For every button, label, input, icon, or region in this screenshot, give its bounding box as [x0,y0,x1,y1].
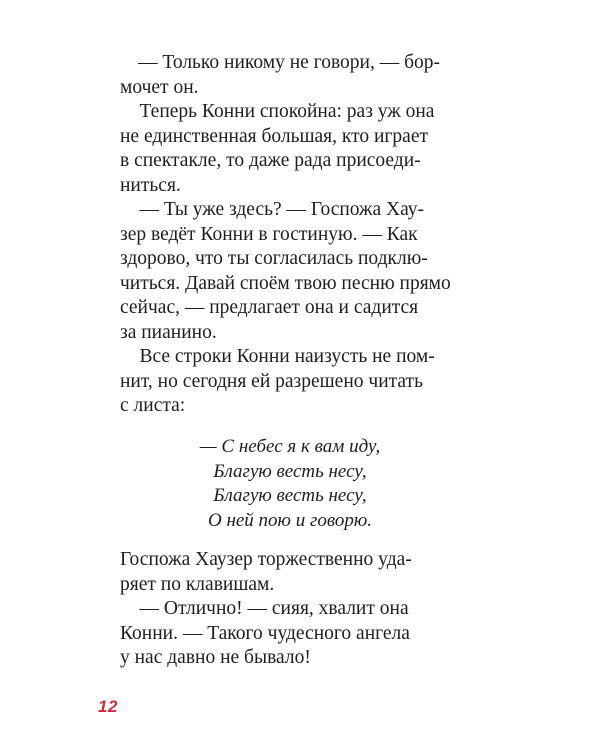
text-line: Теперь Конни спокойна: раз уж она [120,101,435,122]
poem-line: О ней пою и говорю. [207,509,373,531]
poem-line: Благую весть несу, [213,460,367,482]
text-line: не единственная большая, кто играет [120,125,429,147]
text-line: здорово, что ты согласилась подклю- [120,248,428,269]
text-line: с листа: [120,395,186,416]
poem-line: — С небес я к вам иду, [199,436,381,457]
text-line: Все строки Конни наизусть не пом- [120,346,435,367]
text-line: в спектакле, то даже рада присоеди- [120,150,421,171]
text-line: — Отлично! — сияя, хвалит она [120,598,409,619]
text-line: нит, но сегодня ей разрешено читать [120,370,423,392]
page-number: 12 [98,697,118,716]
text-line: Конни. — Такого чудесного ангела [120,622,410,644]
text-line: читься. Давай споём твою песню прямо [120,272,451,294]
text-line: ниться. [120,174,181,196]
text-line: за пианино. [120,321,217,343]
text-line: — Только никому не говори, — бор- [138,52,441,73]
text-line: сейчас, — предлагает она и садится [120,297,419,318]
main-text [120,51,460,419]
poem-stanza [120,435,460,533]
text-line: — Ты уже здесь? — Госпожа Хау- [120,199,425,220]
text-line: ряет по клавишам. [120,573,275,595]
closing-text [120,548,460,671]
text-line: у нас давно не бывало! [120,647,311,668]
text-line: мочет он. [120,76,199,98]
text-line: зер ведёт Конни в гостиную. — Как [120,223,418,245]
poem-line: Благую весть несу, [213,485,367,506]
text-line: Госпожа Хаузер торжественно уда- [120,549,412,570]
